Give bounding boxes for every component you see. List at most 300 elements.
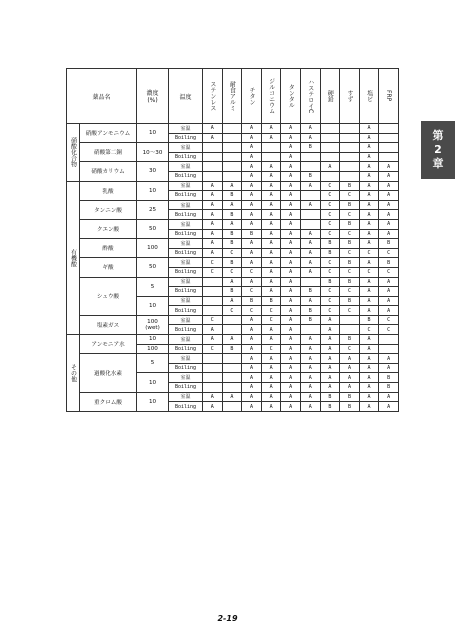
rating-cell: A	[242, 344, 262, 354]
rating-cell: B	[261, 296, 281, 306]
concentration-value: 30	[148, 168, 157, 175]
header-material	[281, 69, 301, 124]
condition: Boiling	[169, 171, 203, 181]
rating-cell: A	[340, 354, 360, 364]
rating-cell: A	[261, 210, 281, 220]
rating-cell: A	[359, 373, 379, 383]
rating-cell: A	[359, 210, 379, 220]
rating-cell	[340, 325, 360, 335]
rating-cell: B	[320, 402, 340, 412]
rating-cell: A	[359, 363, 379, 373]
rating-cell: B	[300, 143, 320, 153]
rating-cell	[300, 162, 320, 172]
rating-cell: C	[320, 181, 340, 191]
rating-cell: A	[379, 363, 399, 373]
rating-cell	[222, 143, 242, 153]
rating-cell: B	[379, 373, 399, 383]
rating-cell: A	[222, 277, 242, 287]
rating-cell: A	[379, 354, 399, 364]
rating-cell: A	[281, 210, 301, 220]
condition: Boiling	[169, 383, 203, 393]
rating-cell: A	[379, 210, 399, 220]
rating-cell: A	[281, 277, 301, 287]
rating-cell	[300, 219, 320, 229]
rating-cell: A	[359, 133, 379, 143]
rating-cell	[203, 373, 223, 383]
condition: Boiling	[169, 344, 203, 354]
rating-cell: A	[203, 181, 223, 191]
concentration-value: 100	[147, 245, 158, 252]
rating-cell: B	[300, 171, 320, 181]
rating-cell: A	[359, 392, 379, 402]
rating-cell: A	[379, 287, 399, 297]
rating-cell: A	[379, 162, 399, 172]
rating-cell: B	[222, 239, 242, 249]
header-material-label: 塩ビ	[365, 90, 373, 102]
rating-cell: B	[222, 344, 242, 354]
rating-cell: A	[203, 248, 223, 258]
chapter-tab-line1: 第	[432, 129, 444, 142]
header-material	[261, 69, 281, 124]
concentration	[137, 258, 169, 277]
rating-cell	[222, 315, 242, 325]
rating-cell: A	[300, 239, 320, 249]
rating-cell: C	[242, 306, 262, 316]
rating-cell: A	[320, 335, 340, 345]
condition: Boiling	[169, 325, 203, 335]
rating-cell: A	[281, 335, 301, 345]
rating-cell: A	[242, 210, 262, 220]
rating-cell: A	[340, 383, 360, 393]
rating-cell: B	[320, 392, 340, 402]
condition: 室温	[169, 296, 203, 306]
rating-cell: B	[300, 306, 320, 316]
condition: 室温	[169, 239, 203, 249]
rating-cell: A	[281, 354, 301, 364]
rating-cell: B	[242, 296, 262, 306]
rating-cell: C	[340, 287, 360, 297]
rating-cell: A	[359, 191, 379, 201]
rating-cell: A	[261, 335, 281, 345]
rating-cell: B	[222, 258, 242, 268]
rating-cell: A	[359, 306, 379, 316]
rating-cell: A	[242, 354, 262, 364]
group-label-text: その他	[69, 363, 77, 382]
rating-cell: A	[359, 162, 379, 172]
rating-cell: A	[203, 335, 223, 345]
table-row	[67, 124, 399, 134]
rating-cell: A	[340, 363, 360, 373]
rating-cell: A	[203, 229, 223, 239]
rating-cell: A	[261, 248, 281, 258]
rating-cell: C	[320, 306, 340, 316]
rating-cell: A	[281, 133, 301, 143]
header-material	[242, 69, 262, 124]
rating-cell: A	[203, 191, 223, 201]
rating-cell: A	[261, 267, 281, 277]
rating-cell: A	[359, 344, 379, 354]
rating-cell: A	[281, 296, 301, 306]
rating-cell: C	[320, 229, 340, 239]
rating-cell: A	[320, 325, 340, 335]
rating-cell: A	[242, 248, 262, 258]
rating-cell	[203, 383, 223, 393]
rating-cell	[300, 277, 320, 287]
rating-cell	[340, 315, 360, 325]
rating-cell: A	[242, 325, 262, 335]
concentration-value: 10	[148, 187, 157, 194]
chemical-name: 硝酸第二銅	[80, 143, 137, 162]
rating-cell: A	[359, 277, 379, 287]
rating-cell: A	[281, 229, 301, 239]
rating-cell: A	[242, 171, 262, 181]
rating-cell: A	[300, 392, 320, 402]
rating-cell: A	[379, 392, 399, 402]
table-header-row	[67, 69, 399, 124]
concentration	[137, 181, 169, 200]
rating-cell: A	[300, 344, 320, 354]
rating-cell: A	[242, 258, 262, 268]
rating-cell: A	[261, 124, 281, 134]
rating-cell: B	[359, 315, 379, 325]
rating-cell	[203, 363, 223, 373]
rating-cell: A	[340, 373, 360, 383]
rating-cell: A	[300, 181, 320, 191]
rating-cell: A	[261, 363, 281, 373]
group-label	[67, 181, 80, 335]
rating-cell: A	[203, 239, 223, 249]
rating-cell: A	[242, 143, 262, 153]
concentration	[137, 335, 169, 345]
header-material-label: 耐食アルミ	[228, 81, 236, 111]
rating-cell	[300, 152, 320, 162]
condition: Boiling	[169, 363, 203, 373]
rating-cell: A	[281, 315, 301, 325]
rating-cell: C	[320, 219, 340, 229]
rating-cell: A	[359, 219, 379, 229]
rating-cell: C	[222, 248, 242, 258]
rating-cell: A	[281, 344, 301, 354]
rating-cell: A	[300, 229, 320, 239]
rating-cell: A	[242, 239, 262, 249]
rating-cell	[340, 133, 360, 143]
rating-cell: A	[261, 354, 281, 364]
rating-cell: A	[281, 383, 301, 393]
header-material-label: すず	[345, 90, 353, 102]
rating-cell: A	[261, 277, 281, 287]
rating-cell: C	[379, 267, 399, 277]
rating-cell: A	[300, 296, 320, 306]
rating-cell	[320, 143, 340, 153]
header-chemical: 薬品名	[67, 69, 137, 124]
condition: Boiling	[169, 306, 203, 316]
rating-cell: A	[222, 181, 242, 191]
concentration	[137, 296, 169, 315]
concentration	[137, 162, 169, 181]
rating-cell: C	[340, 191, 360, 201]
table-row	[67, 162, 399, 172]
rating-cell: A	[359, 258, 379, 268]
rating-cell	[340, 162, 360, 172]
rating-cell: A	[300, 248, 320, 258]
rating-cell	[222, 162, 242, 172]
chemical-name: クエン酸	[80, 219, 137, 238]
rating-cell: A	[261, 287, 281, 297]
rating-cell: A	[300, 124, 320, 134]
rating-cell: C	[340, 210, 360, 220]
concentration	[137, 373, 169, 392]
rating-cell: A	[379, 306, 399, 316]
rating-cell: B	[242, 229, 262, 239]
header-material-label: チタン	[248, 87, 255, 105]
rating-cell: B	[300, 287, 320, 297]
rating-cell	[222, 383, 242, 393]
rating-cell: B	[379, 258, 399, 268]
condition: Boiling	[169, 248, 203, 258]
rating-cell: C	[320, 200, 340, 210]
header-material-label: 硬鉛	[326, 90, 334, 102]
concentration	[137, 277, 169, 296]
rating-cell: A	[320, 315, 340, 325]
rating-cell: A	[261, 181, 281, 191]
header-material	[203, 69, 223, 124]
condition: 室温	[169, 143, 203, 153]
header-condition: 温度	[169, 69, 203, 124]
rating-cell	[203, 277, 223, 287]
concentration-value: 100	[147, 345, 158, 352]
rating-cell: B	[340, 219, 360, 229]
table-row	[67, 143, 399, 153]
rating-cell: A	[261, 239, 281, 249]
header-concentration-line2: (%)	[147, 97, 158, 104]
table-row	[67, 219, 399, 229]
condition: 室温	[169, 277, 203, 287]
rating-cell	[222, 363, 242, 373]
condition: Boiling	[169, 133, 203, 143]
header-material	[300, 69, 320, 124]
concentration	[137, 315, 169, 334]
rating-cell	[203, 143, 223, 153]
rating-cell: A	[261, 191, 281, 201]
rating-cell: A	[359, 335, 379, 345]
page-number: 2-19	[217, 614, 238, 623]
rating-cell	[300, 325, 320, 335]
rating-cell: C	[379, 325, 399, 335]
group-label	[67, 335, 80, 412]
rating-cell	[379, 152, 399, 162]
rating-cell: C	[320, 210, 340, 220]
rating-cell: C	[359, 325, 379, 335]
concentration-value: 10	[148, 130, 157, 137]
rating-cell: A	[300, 402, 320, 412]
rating-cell: C	[340, 344, 360, 354]
rating-cell: A	[242, 200, 262, 210]
table-row	[67, 181, 399, 191]
rating-cell: A	[203, 392, 223, 402]
header-material	[340, 69, 360, 124]
rating-cell: C	[261, 306, 281, 316]
rating-cell: A	[222, 200, 242, 210]
rating-cell: A	[300, 133, 320, 143]
rating-cell	[300, 191, 320, 201]
rating-cell: C	[340, 248, 360, 258]
rating-cell: A	[203, 200, 223, 210]
rating-cell: A	[359, 200, 379, 210]
condition: 室温	[169, 124, 203, 134]
rating-cell: A	[359, 143, 379, 153]
condition: Boiling	[169, 402, 203, 412]
rating-cell: A	[379, 296, 399, 306]
chemical-name: 乳酸	[80, 181, 137, 200]
header-concentration-line1: 濃度	[146, 90, 159, 97]
rating-cell: A	[300, 200, 320, 210]
table-row	[67, 200, 399, 210]
rating-cell	[379, 133, 399, 143]
rating-cell: A	[281, 143, 301, 153]
header-material	[359, 69, 379, 124]
rating-cell: A	[359, 229, 379, 239]
condition: 室温	[169, 392, 203, 402]
rating-cell: A	[379, 171, 399, 181]
rating-cell	[203, 162, 223, 172]
rating-cell: A	[359, 171, 379, 181]
rating-cell: B	[222, 210, 242, 220]
rating-cell: C	[222, 306, 242, 316]
rating-cell: A	[359, 354, 379, 364]
rating-cell: A	[359, 239, 379, 249]
rating-cell	[203, 171, 223, 181]
rating-cell: A	[242, 392, 262, 402]
chemical-name: シュウ酸	[80, 277, 137, 315]
header-material	[379, 69, 399, 124]
rating-cell: B	[340, 392, 360, 402]
condition: Boiling	[169, 267, 203, 277]
header-material	[222, 69, 242, 124]
rating-cell	[261, 143, 281, 153]
concentration-value: 5	[150, 283, 155, 290]
table-row	[67, 277, 399, 287]
rating-cell: A	[261, 392, 281, 402]
rating-cell: C	[261, 315, 281, 325]
rating-cell: C	[320, 287, 340, 297]
rating-cell: A	[320, 344, 340, 354]
rating-cell: B	[379, 239, 399, 249]
rating-cell: A	[281, 239, 301, 249]
rating-cell	[222, 133, 242, 143]
rating-cell: A	[300, 373, 320, 383]
header-material-label: ジルコニウム	[267, 78, 275, 114]
chemical-name: タンニン酸	[80, 200, 137, 219]
rating-cell: A	[379, 277, 399, 287]
concentration	[137, 344, 169, 354]
concentration-value: 10	[148, 336, 157, 343]
rating-cell: C	[242, 287, 262, 297]
concentration	[137, 124, 169, 143]
rating-cell	[203, 306, 223, 316]
rating-cell: A	[300, 267, 320, 277]
rating-cell: A	[281, 373, 301, 383]
rating-cell: A	[281, 258, 301, 268]
rating-cell: A	[320, 363, 340, 373]
rating-cell: A	[281, 363, 301, 373]
rating-cell: A	[203, 325, 223, 335]
rating-cell	[203, 296, 223, 306]
rating-cell: A	[242, 124, 262, 134]
rating-cell: A	[281, 200, 301, 210]
rating-cell: A	[242, 181, 262, 191]
rating-cell: C	[320, 267, 340, 277]
concentration-value: 10～30	[142, 150, 163, 157]
rating-cell: B	[340, 335, 360, 345]
rating-cell: A	[242, 315, 262, 325]
rating-cell: C	[203, 258, 223, 268]
concentration	[137, 392, 169, 411]
header-material	[320, 69, 340, 124]
rating-cell: C	[359, 267, 379, 277]
rating-cell: A	[281, 162, 301, 172]
rating-cell: A	[261, 133, 281, 143]
concentration-value: 50	[148, 226, 157, 233]
rating-cell: A	[359, 124, 379, 134]
rating-cell: A	[203, 210, 223, 220]
rating-cell: A	[359, 296, 379, 306]
condition: Boiling	[169, 287, 203, 297]
concentration-value: 25	[148, 206, 157, 213]
concentration	[137, 200, 169, 219]
rating-cell: A	[359, 181, 379, 191]
rating-cell	[379, 335, 399, 345]
rating-cell: A	[261, 200, 281, 210]
rating-cell: A	[242, 402, 262, 412]
concentration-value: 5	[150, 360, 155, 367]
condition: 室温	[169, 181, 203, 191]
rating-cell: C	[203, 315, 223, 325]
header-concentration	[137, 69, 169, 124]
condition: 室温	[169, 373, 203, 383]
rating-cell: A	[222, 296, 242, 306]
concentration-value: 10	[148, 379, 157, 386]
rating-cell: A	[281, 287, 301, 297]
condition: 室温	[169, 354, 203, 364]
rating-cell: A	[300, 363, 320, 373]
rating-cell	[320, 152, 340, 162]
rating-cell	[203, 354, 223, 364]
corrosion-resistance-table	[66, 68, 399, 412]
group-label-text: 有機酸	[69, 248, 77, 267]
rating-cell: A	[242, 335, 262, 345]
rating-cell: C	[320, 296, 340, 306]
rating-cell: C	[203, 267, 223, 277]
rating-cell: A	[359, 383, 379, 393]
rating-cell	[203, 152, 223, 162]
rating-cell: C	[203, 344, 223, 354]
rating-cell	[222, 171, 242, 181]
concentration-value: 50	[148, 264, 157, 271]
concentration-value: 10	[148, 398, 157, 405]
rating-cell: A	[242, 191, 262, 201]
rating-cell	[340, 171, 360, 181]
header-material-label: ステンレス	[208, 81, 216, 111]
concentration	[137, 239, 169, 258]
rating-cell: A	[203, 124, 223, 134]
rating-cell: A	[300, 258, 320, 268]
rating-cell: A	[242, 373, 262, 383]
rating-cell: B	[222, 191, 242, 201]
condition: 室温	[169, 335, 203, 345]
rating-cell: A	[203, 219, 223, 229]
rating-cell: A	[242, 219, 262, 229]
rating-cell: A	[300, 335, 320, 345]
